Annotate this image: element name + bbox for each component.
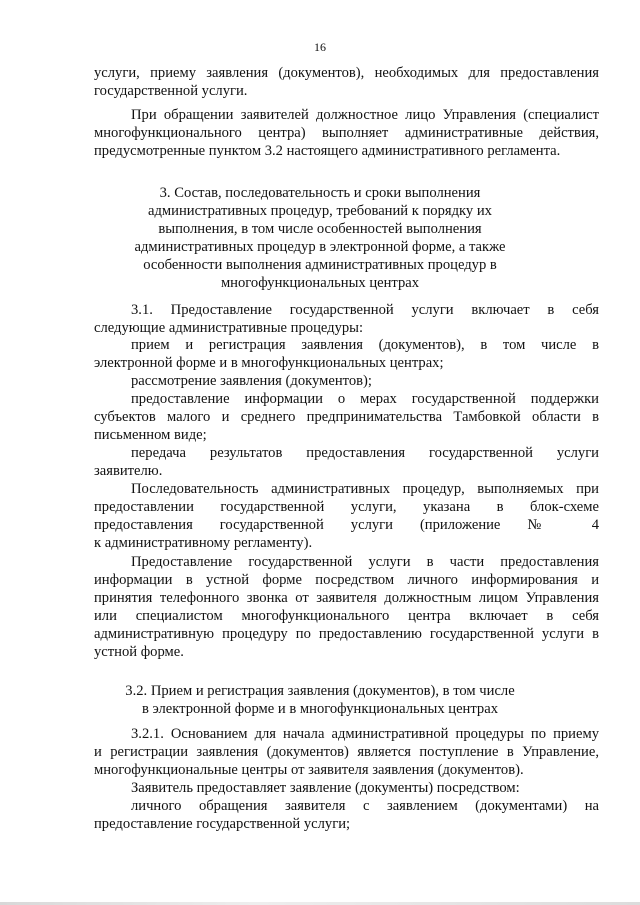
text-line: электронной форме и в многофункциональных центрах;: [94, 355, 444, 371]
text-line: многофункционального центра) выполняет административные действия,: [94, 125, 599, 141]
text-line: услуги, приему заявления (документов), необходимых для предоставления: [94, 65, 599, 81]
heading-line: 3.2. Прием и регистрация заявления (документов), в том числе: [125, 683, 515, 699]
text-line: прием и регистрация заявления (документов), в том числе в: [131, 337, 599, 353]
text-line: предоставление государственной услуги;: [94, 816, 351, 832]
text-line: предоставление информации о мерах государственной поддержки: [131, 391, 599, 407]
text-line: информации в устной форме посредством личного информирования и: [94, 572, 599, 588]
text-line: письменном виде;: [94, 427, 207, 443]
text-line: Предоставление государственной услуги в части предоставления: [131, 554, 599, 570]
text-line: и регистрации заявления (документов) является поступление в Управление,: [94, 744, 599, 760]
text-line: При обращении заявителей должностное лицо Управления (специалист: [131, 107, 599, 123]
text-line: принятия телефонного звонка от заявителя должностным лицом Управления: [94, 590, 599, 606]
text-line: Последовательность административных процедур, выполняемых при: [131, 481, 599, 497]
heading-line: в электронной форме и в многофункциональных центрах: [141, 701, 498, 717]
text-line: субъектов малого и среднего предпринимательства Тамбовкой области в: [94, 409, 599, 425]
text-line: государственной услуги.: [94, 83, 248, 99]
text-line: Заявитель предоставляет заявление (документы) посредством:: [131, 780, 520, 796]
text-line: заявителю.: [94, 463, 163, 479]
heading-line: выполнения, в том числе особенностей выполнения: [158, 221, 482, 237]
text-line: устной форме.: [94, 644, 184, 660]
text-line: к административному регламенту).: [94, 535, 313, 551]
text-line: 3.2.1. Основанием для начала административной процедуры по приему: [131, 726, 599, 742]
text-line: 3.1. Предоставление государственной услуги включает в себя: [131, 302, 599, 318]
page-number: 16: [314, 40, 326, 54]
text-line: или специалистом многофункционального центра включает в себя: [94, 608, 599, 624]
heading-line: административных процедур в электронной форме, а также: [134, 239, 506, 255]
text-line: рассмотрение заявления (документов);: [131, 373, 372, 389]
heading-line: многофункциональных центрах: [220, 275, 420, 291]
heading-line: 3. Состав, последовательность и сроки выполнения: [159, 185, 481, 201]
text-line: предоставления государственной услуги (приложение № 4: [94, 517, 599, 533]
heading-line: административных процедур, требований к порядку их: [148, 203, 492, 219]
text-line: предоставлении государственной услуги, указана в блок-схеме: [94, 499, 599, 515]
text-line: передача результатов предоставления государственной услуги: [131, 445, 599, 461]
text-line: административную процедуру по предоставлению государственной услуги в: [94, 626, 599, 642]
heading-line: особенности выполнения административных процедур в: [143, 257, 497, 273]
text-line: личного обращения заявителя с заявлением (документами) на: [131, 798, 599, 814]
text-line: предусмотренные пунктом 3.2 настоящего административного регламента.: [94, 143, 561, 159]
text-line: следующие административные процедуры:: [94, 320, 364, 336]
text-line: многофункциональные центры от заявителя заявления (документов).: [94, 762, 524, 778]
